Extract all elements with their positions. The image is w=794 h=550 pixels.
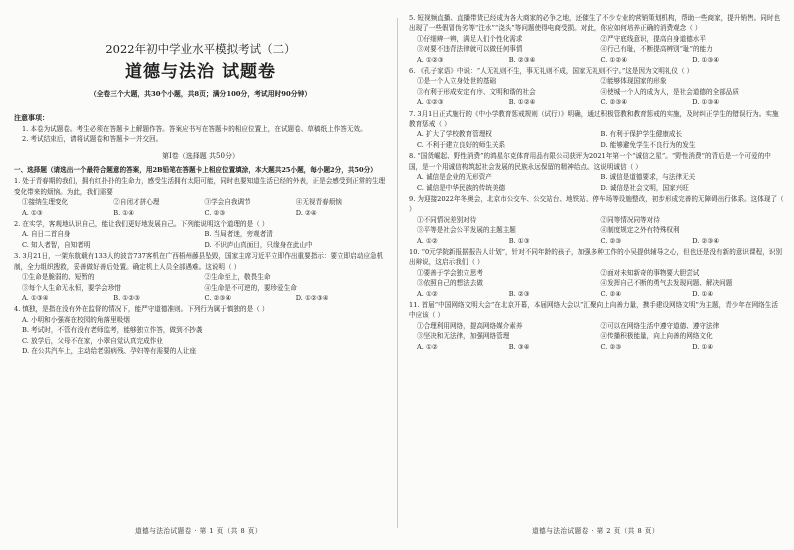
statement-item: ④发挥自己不断的勇气去发现问题、解决问题 xyxy=(600,279,733,288)
exam-title: 2022年初中学业水平模拟考试（二） xyxy=(105,42,296,56)
question-stem: 6. 《孔子家语》中说：“人无礼则不生，事无礼则不成，国家无礼则不宁。”这是因为文明礼仪（ ） xyxy=(409,67,694,76)
part-title: 第Ⅰ卷（选择题 共50分） xyxy=(162,151,239,160)
page-footer: 道德与法治试题卷 · 第 2 页（共 8 页） xyxy=(532,526,659,535)
statement-item: ①生命是脆弱的、短暂的 xyxy=(22,273,95,282)
answer-option: C. ②③ xyxy=(600,236,622,245)
answer-option: A. 扩大了学校教育管理权 xyxy=(417,130,492,139)
statement-item: ④行己有耻，不断提高辨别“耻”的能力 xyxy=(600,45,713,54)
statement-item: ③平等是社会公平发展的主题主题 xyxy=(417,226,516,235)
question-10 xyxy=(409,247,784,299)
note-item: 2. 考试结束后，请将试题卷和答题卡一并交回。 xyxy=(22,135,163,144)
statement-item: ②自闭才拼心理 xyxy=(113,198,160,207)
statement-item: ②同等情况同等对待 xyxy=(600,215,660,224)
statement-item: ②能够体现国家的形象 xyxy=(600,77,667,86)
answer-option: D. ①③④ xyxy=(692,98,720,107)
question-11 xyxy=(409,300,784,352)
statement-item: ①是一个人立身处世的基础 xyxy=(417,77,497,86)
answer-option: B. 有利于保护学生健康成长 xyxy=(600,130,683,139)
answer-option: A. 自日二首自身 xyxy=(22,230,71,239)
answer-option: D. 不识庐山真面目，只缘身在此山中 xyxy=(204,240,313,249)
answer-option: B. 考试时，不管有没有老师监考，能够独立作答，做到不抄袭 xyxy=(22,326,203,335)
statement-item: ④传播积极能量，向上向善的网络文化 xyxy=(600,332,713,341)
answer-option: C. ②③④ xyxy=(204,293,232,302)
question-stem: 2. 在实学，客观地认识自己，能让我们更好地发展自己。下列能说明这个道理的是（ ） xyxy=(14,220,269,229)
answer-option: D. 能够避免学生不良行为的发生 xyxy=(600,140,696,149)
question-stem: 9. 为迎接2022年冬奥会，北京市公交车、公交站台、地铁站、停车场等设施整改，初步形成完善的无障碍出行体系。这体现了（ ） xyxy=(409,194,784,214)
answer-option: D. ①④ xyxy=(692,289,714,298)
notes-heading: 注意事项： xyxy=(14,113,49,123)
answer-option: D. ①②③④ xyxy=(295,293,329,302)
answer-option: C. 不利于建立良好的师生关系 xyxy=(417,140,506,149)
statement-item: ①不同情况差别对待 xyxy=(417,215,477,224)
question-8 xyxy=(409,151,784,193)
answer-option: A. ①② xyxy=(417,342,438,351)
answer-option: C. ②③ xyxy=(204,208,226,217)
question-stem: 4. 慎独，是指在没有外在监督的情况下，能严守道德准则。下列行为属于慎独的是（ ） xyxy=(14,305,269,314)
answer-option: C. 知人者智，自知者明 xyxy=(22,240,91,249)
answer-option: D. ①③④ xyxy=(692,55,720,64)
answer-option: B. ②③ xyxy=(508,289,530,298)
answer-option: C. ②④ xyxy=(600,289,622,298)
answer-option: D. ①④ xyxy=(692,342,714,351)
statement-item: ①合理利用网络，提高网络媒介素养 xyxy=(417,321,523,330)
answer-option: A. ①③ xyxy=(22,208,43,217)
question-stem: 7. 3月1日正式施行的《中小学教育惩戒规则（试行）》明确，通过积极管教和教育惩戒的实施，及时纠正学生的错误行为。实施教育惩戒（ ） xyxy=(409,109,779,129)
answer-option: A. 小明和小强赛在校园的角落里吸烟 xyxy=(22,315,130,324)
question-stem: 11. 首届“中国网络文明大会”在北京开幕，本届网络大会以“汇聚向上向善力量，携手建设网络文明”为主题，青少年在网络生活中应该（ ） xyxy=(409,300,778,320)
answer-option: B. ③④ xyxy=(508,342,530,351)
statement-item: ③对要不违背法律就可以做任何事情 xyxy=(417,45,523,54)
subject-title: 道德与法治 试题卷 xyxy=(125,62,276,82)
statement-item: ②可以在网络生活中遵守道德、遵守法律 xyxy=(600,321,720,330)
statement-item: ③学会自我调节 xyxy=(204,198,251,207)
statement-item: ③每个人生命无永恒，要学会珍惜 xyxy=(22,283,121,292)
answer-option: B. ①②④ xyxy=(508,98,536,107)
section-heading: 一、选择题（请选出一个最符合题意的答案，用2B铅笔在答题卡上相应位置填涂，本大题共25小题，每小题2分，共50分） xyxy=(14,166,377,175)
page-footer: 道德与法治试题卷 · 第 1 页（共 8 页） xyxy=(135,526,262,535)
question-1 xyxy=(14,176,387,218)
answer-option: D. ②③④ xyxy=(692,236,720,245)
question-9 xyxy=(409,194,784,246)
question-stem: 8. “国货崛起、野性消费”的鸿星尔克体育用品有限公司获评为2021年第一个“诚信之星”。“野性消费”的背后是一个可爱的中国，是一个用诚信构筑起社会发展的民族永远保留的精神给点。这说明诚信（ ） xyxy=(409,152,771,171)
statement-item: ④无视青春烦恼 xyxy=(295,198,342,207)
question-3 xyxy=(14,251,387,303)
answer-option: B. ①③ xyxy=(508,236,530,245)
answer-option: B. ②③④ xyxy=(508,55,536,64)
answer-option: A. ①③④ xyxy=(22,293,49,302)
question-7 xyxy=(409,109,784,151)
statement-item: ①接纳生理变化 xyxy=(22,198,69,207)
statement-item: ②生命至上，敬畏生命 xyxy=(204,273,271,282)
answer-option: A. ①②③ xyxy=(417,55,444,64)
statement-item: ④生命是不可逆的，要珍爱生命 xyxy=(204,283,297,292)
question-stem: 1. 处于青春期的我们，拥有红扑扑的生命力，感受生活拥有太阳可能，同时也要知道生活已经的外表，正是会感受到正常的生理变化带来的烦恼。为此，我们需要 xyxy=(14,177,386,196)
answer-option: A. ①② xyxy=(417,289,438,298)
answer-option: B. 诚信是道德要求，与法律无关 xyxy=(600,173,696,182)
question-6 xyxy=(409,66,784,108)
exam-page-right xyxy=(397,0,794,550)
answer-option: A. 诚信是企业的无形资产 xyxy=(417,173,492,182)
note-item: 1. 本卷为试题卷。考生必须在答题卡上解题作答。答案应书写在答题卡的相应位置上，在试题卷、草稿纸上作答无效。 xyxy=(22,124,367,133)
answer-option: B. 当局者迷，旁观者清 xyxy=(204,230,273,239)
question-2 xyxy=(14,219,387,250)
statement-item: ②面对未知新奇的事物要大胆尝试 xyxy=(600,268,700,277)
exam-info: （全卷三个大题，共30个小题，共8页；满分100分，考试用时90分钟） xyxy=(89,90,312,98)
statement-item: ②严守底线意识，提高自身道德水平 xyxy=(600,34,706,43)
question-stem: 5. 短视频直播、直播带货已经成为各大商家的必争之地，还催生了不少专业的营销策划机构，帮助一些商家，提升销售。同时也出现了一些假冒伪劣等“注水”“浇头”等问题使得电商受损。对此，你应如何培养正确的消费观念（ ） xyxy=(409,14,781,33)
question-stem: 3. 3月21日，一架东航载有133人的波音737客机在广西梧州藤县坠毁，国家主席习近平立即作出重要指示：要立即启动应急机制，全力组织搜救，妥善做好善后处置。确定机上人员全部遇难。这说明（ ） xyxy=(14,252,384,271)
statement-item: ①仔细辨一辨，满足人们个性化需求 xyxy=(417,34,523,43)
answer-option: B. ①②③ xyxy=(113,293,141,302)
statement-item: ④使城一个人的成为人，是社会道德的全部品质 xyxy=(600,87,739,96)
answer-option: D. 在公共汽车上，主动给老弱病残、孕妇等有需要的人让座 xyxy=(22,346,197,355)
answer-option: D. ②④ xyxy=(295,208,317,217)
answer-option: A. ①② xyxy=(417,236,438,245)
answer-option: C. 放学后，父母不在家，小翠自觉认真完成作业 xyxy=(22,336,163,345)
question-4 xyxy=(14,304,387,356)
answer-option: C. 诚信是中华民族的传统美德 xyxy=(417,183,506,192)
statement-item: ③坚决和无法律，加强网络管理 xyxy=(417,332,510,341)
question-stem: 10. “0元学院新报据报告人计划”，针对不同年龄的孩子，加强多种工作的小吴提供辅导之心，但也还是没有新的意识课程，识别出辩说，这启示我们（ ） xyxy=(409,247,782,267)
question-5 xyxy=(409,13,784,65)
answer-option: D. 诚信是社会文明，国家兴旺 xyxy=(600,183,689,192)
statement-item: ③依照自己的想法去做 xyxy=(417,279,483,288)
answer-option: B. ①④ xyxy=(113,208,135,217)
answer-option: C. ②③④ xyxy=(600,98,628,107)
statement-item: ④制度规定之外有特殊权利 xyxy=(600,226,680,235)
statement-item: ①要善于学会独立思考 xyxy=(417,268,483,277)
answer-option: C. ②③ xyxy=(600,342,622,351)
answer-option: C. ①②④ xyxy=(600,55,628,64)
statement-item: ③有利于形成安定有序、文明和谐的社会 xyxy=(417,87,536,96)
answer-option: A. ①②③ xyxy=(417,98,444,107)
